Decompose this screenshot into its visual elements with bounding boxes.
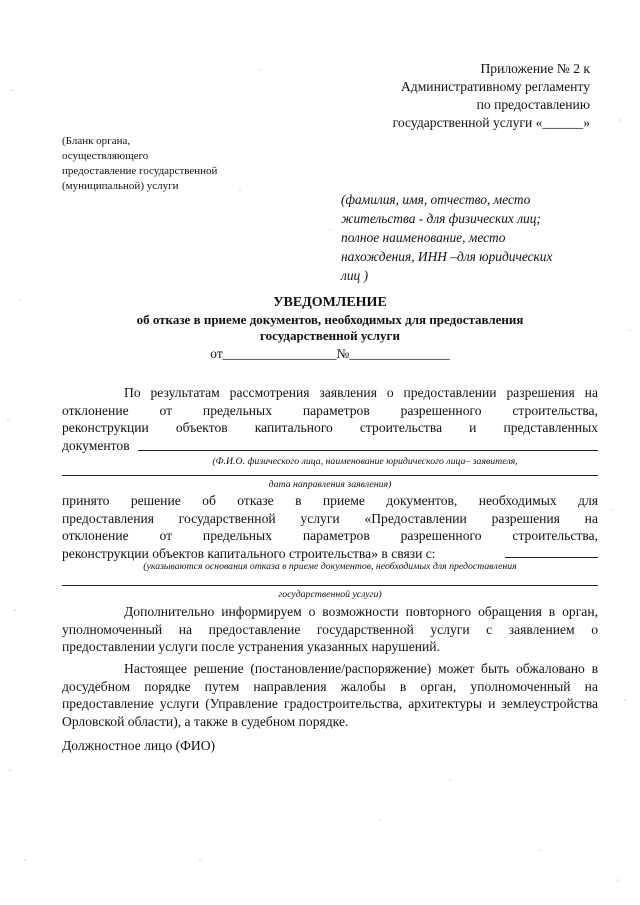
appendix-line-1: Приложение № 2 к <box>480 61 590 76</box>
appendix-line-4: государственной услуги «______» <box>392 115 590 130</box>
blank-line-3: предоставление государственной <box>62 165 218 177</box>
service-caption: государственной услуги) <box>278 589 382 600</box>
document-title: УВЕДОМЛЕНИЕ <box>273 295 387 310</box>
applicant-fill-line-2 <box>62 475 598 476</box>
applicant-fill-line <box>138 450 598 451</box>
official-signature-label: Должностное лицо (ФИО) <box>62 738 216 753</box>
decision-line-4: реконструкции объектов капитального строительства» в связи с: <box>62 545 436 561</box>
decision-line-3: отклонение от предельных параметров разрешенного строительства, <box>62 528 598 543</box>
applicant-caption: (Ф.И.О. физического лица, наименование юридического лица– заявителя, <box>212 456 518 467</box>
paragraph-repeat-request: Дополнительно информируем о возможности повторного обращения в орган, уполномоченный на предоставление государственной услуги с заявлением о предоставлении услуги после устранения указанных нарушений. <box>62 604 598 654</box>
recipient-line-5: лиц ) <box>341 268 369 283</box>
subtitle-line-2: государственной услуги <box>260 328 400 343</box>
reason-caption: (указываются основания отказа в приеме документов, необходимых для предоставления <box>143 561 517 572</box>
decision-line-1: принято решение об отказе в приеме документов, необходимых для <box>62 493 598 508</box>
blank-line-1: (Бланк органа, <box>62 135 131 147</box>
document-subtitle <box>60 312 600 344</box>
recipient-block <box>341 190 605 285</box>
paragraph-appeal: Настоящее решение (постановление/распоряжение) может быть обжаловано в досудебном порядке путем направления жалобы в орган, уполномоченный на предоставление услуги (Управление градостроительства, архитектуры и землеустройства Орловской области), а также в судебном порядке. <box>62 661 598 729</box>
recipient-line-4: нахождения, ИНН –для юридических <box>341 249 553 264</box>
review-line-1: По результатам рассмотрения заявления о предоставлении разрешения на <box>124 385 598 400</box>
review-line-2: отклонение от предельных параметров разрешенного строительства, <box>62 402 598 418</box>
appendix-line-3: по предоставлению <box>476 97 590 112</box>
reason-fill-line-2 <box>62 585 598 586</box>
review-line-3: реконструкции объектов капитального строительства и представленных <box>62 420 598 435</box>
appendix-line-2: Административному регламенту <box>400 79 590 94</box>
blank-line-4: (муниципальной) услуги <box>62 180 179 192</box>
blank-line-2: осуществляющего <box>62 150 149 162</box>
decision-line-2: предоставления государственной услуги «Предоставлении разрешения на <box>62 510 598 526</box>
appendix-header <box>300 60 590 132</box>
recipient-line-2: жительства - для физических лиц; <box>341 211 541 226</box>
organization-blank <box>62 134 302 194</box>
application-date-caption: дата направления заявления) <box>268 479 392 490</box>
paragraph-decision <box>62 492 598 562</box>
date-number-line: от_________________№_______________ <box>210 346 450 361</box>
recipient-line-3: полное наименование, место <box>341 230 506 245</box>
paragraph-review <box>62 384 598 454</box>
subtitle-line-1: об отказе в приеме документов, необходимых для предоставления <box>136 312 524 327</box>
review-line-4: документов <box>62 437 130 453</box>
recipient-line-1: (фамилия, имя, отчество, место <box>341 192 531 207</box>
reason-fill-line <box>505 557 598 558</box>
